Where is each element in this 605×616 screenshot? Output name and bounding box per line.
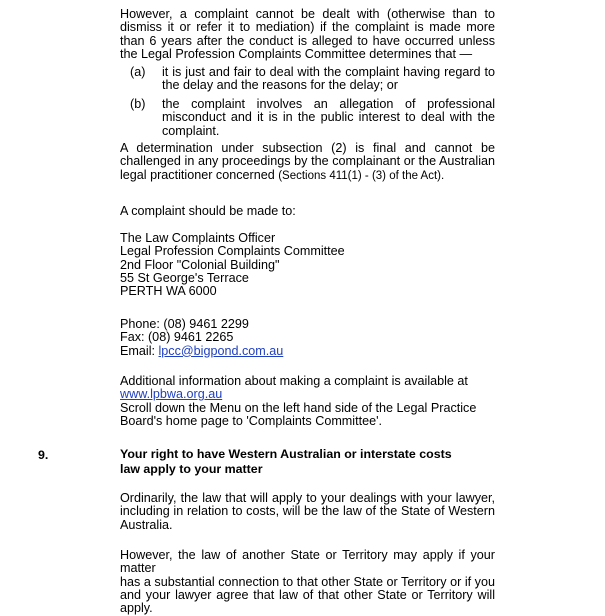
contact-block	[120, 318, 495, 358]
text-line: complaint.	[162, 123, 220, 138]
section-number: 9.	[38, 448, 49, 462]
address-block	[120, 232, 495, 298]
section-heading	[120, 447, 495, 477]
text-line: However, the law of another State or Territory may apply if your matter	[120, 548, 495, 576]
text-line	[120, 169, 495, 183]
website-link[interactable]: www.lpbwa.org.au	[120, 387, 223, 402]
email-line	[120, 345, 495, 358]
text-fragment: legal practitioner concerned	[120, 167, 279, 182]
text-line: the delay and the reasons for the delay; or	[162, 78, 398, 93]
fax-number: Fax: (08) 9461 2265	[120, 330, 234, 345]
text-line: dismiss it or refer it to mediation) if the complaint is made more	[120, 20, 495, 35]
text-line: and your lawyer agree that law of that other State or Territory will	[120, 587, 495, 602]
address-line: 55 St George's Terrace	[120, 270, 249, 285]
text-line: challenged in any proceedings by the complainant or the Australian	[120, 154, 495, 169]
text-line: Australia.	[120, 517, 173, 532]
additional-info	[120, 375, 495, 428]
act-reference: (Sections 411(1) - (3) of the Act).	[278, 169, 445, 182]
section9-paragraph-2	[120, 549, 495, 615]
address-line: 2nd Floor "Colonial Building"	[120, 257, 280, 272]
text-line: Ordinarily, the law that will apply to your dealings with your lawyer,	[120, 491, 495, 505]
section9-paragraph-1	[120, 492, 495, 532]
text-line: Scroll down the Menu on the left hand side of the Legal Practice	[120, 400, 477, 415]
text-line: apply.	[120, 601, 153, 616]
determination-paragraph	[120, 142, 495, 183]
text-line: A determination under subsection (2) is final and cannot be	[120, 141, 495, 155]
text-line: has a substantial connection to that other State or Territory or if you	[120, 574, 495, 589]
text-line: the Legal Profession Complaints Committee determines that —	[120, 46, 473, 61]
text-line: A complaint should be made to:	[120, 204, 296, 218]
heading-line: Your right to have Western Australian or interstate costs	[120, 447, 452, 461]
list-marker: (b)	[130, 97, 146, 111]
text-line: the complaint involves an allegation of professional	[162, 97, 495, 111]
address-line: The Law Complaints Officer	[120, 231, 276, 245]
complaint-label	[120, 205, 495, 218]
text-line: misconduct and it is in the public interest to deal with the	[162, 110, 495, 125]
address-line: Legal Profession Complaints Committee	[120, 244, 345, 259]
text-line: Additional information about making a complaint is available at	[120, 374, 468, 388]
email-label: Email:	[120, 343, 159, 358]
heading-line: law apply to your matter	[120, 462, 263, 476]
condition-a	[120, 66, 495, 93]
text-line: including in relation to costs, will be the law of the State of Western	[120, 504, 495, 519]
condition-b	[120, 98, 495, 138]
address-line: PERTH WA 6000	[120, 284, 217, 299]
list-marker: (a)	[130, 65, 146, 79]
text-line: Board's home page to 'Complaints Committee'.	[120, 413, 383, 428]
text-line: However, a complaint cannot be dealt with (otherwise than to	[120, 7, 495, 21]
phone-number: Phone: (08) 9461 2299	[120, 317, 249, 331]
website-line	[120, 388, 495, 401]
text-line: than 6 years after the conduct is alleged to have occurred unless	[120, 33, 495, 48]
email-link[interactable]: lpcc@bigpond.com.au	[158, 343, 284, 358]
intro-paragraph	[120, 8, 495, 61]
text-line: it is just and fair to deal with the complaint having regard to	[162, 65, 495, 79]
